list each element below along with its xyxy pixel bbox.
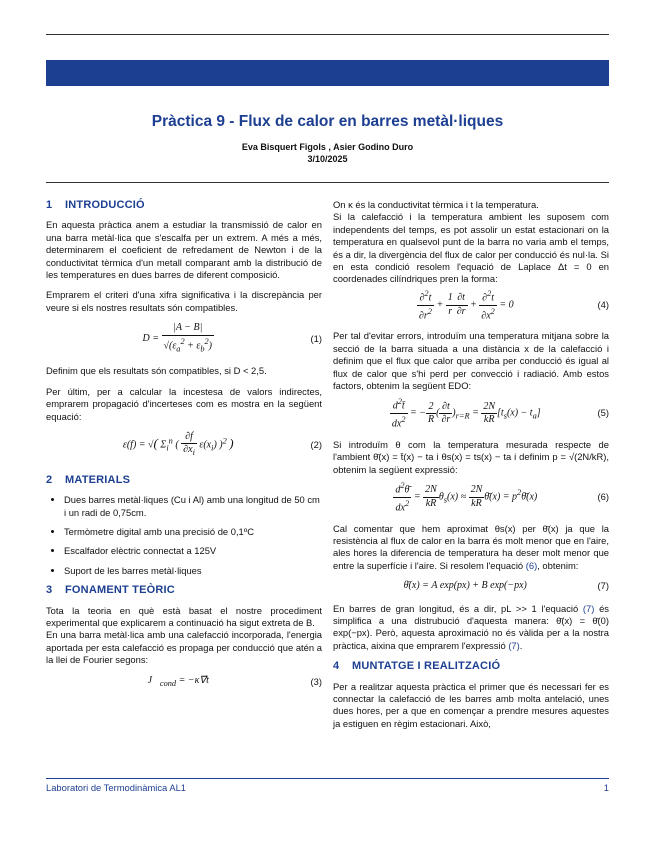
right-column bbox=[333, 199, 609, 738]
list-item: • Escalfador elèctric connectat a 125V bbox=[64, 545, 322, 557]
equation-7-link[interactable]: (7) bbox=[508, 639, 520, 651]
materials-list bbox=[46, 494, 322, 577]
equation-6-link[interactable]: (6) bbox=[525, 559, 538, 571]
theory-paragraph: Si introduïm θ com la temperatura mesurada respecte de l'ambient θ̄(x) = t̄(x) − ta i θs(x) = ts(x) − ta i definim p = √(2N/kR), obtenim la següent expressió: bbox=[333, 438, 609, 475]
date: 3/10/2025 bbox=[307, 154, 348, 164]
theory-paragraph: On κ és la conductivitat tèrmica i t la temperatura. bbox=[333, 199, 539, 210]
section-heading-setup: 4 MUNTATGE I REALITZACIÓ bbox=[333, 660, 501, 673]
list-item: • Termòmetre digital amb una precisió de 0,1ºC bbox=[64, 526, 322, 538]
list-item: • Dues barres metàl·liques (Cu i Al) amb una longitud de 50 cm i un radi de 0,75cm. bbox=[64, 494, 322, 519]
theory-paragraph: En barres de gran longitud, és a dir, pL >> 1 l'equació (7) és simplifica a una distrubució d'aquesta manera: θ̄(x) = θ̄(0) exp(−px). Però, aquesta aproximació no és vàlida per a la nostra pràctica, aixina que emprarem l'expressió (7). bbox=[333, 602, 609, 651]
intro-paragraph: Per últim, per a calcular la incestesa de valors indirectes, emprarem propagació d'incerteses com es mostra en la següent equació: bbox=[46, 385, 322, 422]
list-item: • Suport de les barres metàl·liques bbox=[64, 565, 322, 577]
intro-paragraph: Definim que els resultats són compatibles, si D < 2,5. bbox=[46, 365, 267, 377]
footer-rule bbox=[46, 778, 609, 779]
paper-title: Pràctica 9 - Flux de calor en barres metàl·liques bbox=[151, 113, 504, 130]
equation-7-link[interactable]: (7) bbox=[582, 602, 595, 614]
page-number: 1 bbox=[603, 782, 609, 793]
header-rule bbox=[46, 182, 609, 183]
theory-paragraph: En una barra metàl·lica amb una calefacció incorporada, l'energia aportada per esta calefacció es propaga per conducció que atén a la llei de Fourier segons: bbox=[46, 629, 322, 666]
footer bbox=[46, 782, 609, 793]
equation-4: $\frac{\partial^2t}{\partial r^2}$ + $\frac{1}{r}$ $\frac{\partial t}{\partial r}$ + $\frac{\partial^2t}{\partial x^2}$ = 0 (4) bbox=[418, 288, 609, 321]
section-heading-materials: 2 MATERIALS bbox=[46, 473, 131, 486]
equation-6: $\frac{d^2\thetā}{dx^2}$ = $\frac{2N}{kR}$ $\theta_s(x)$ ≈ $\frac{2N}{kR}$ θ̄(x) = $p^2\thetā(x)$ (6) bbox=[395, 481, 609, 514]
top-rule bbox=[46, 34, 609, 35]
header-banner bbox=[46, 60, 609, 86]
section-heading-intro: 1 INTRODUCCIÓ bbox=[46, 199, 145, 211]
section-heading-theory: 3 FONAMENT TEÒRIC bbox=[46, 584, 175, 597]
equation-3: $J⃗_{cond}$ = −κ∇⃗t (3) bbox=[147, 674, 322, 688]
equation-7: θ̄(x) = A exp(px) + B exp(−px) (7) bbox=[403, 580, 609, 592]
footer-label: Laboratori de Termodinàmica AL1 bbox=[46, 782, 187, 793]
intro-paragraph: En aquesta pràctica anem a estudiar la transmissió de calor en una barra metàl·lica que s'escalfa per un extrem. A més a més, determinarem el coeficient de refredament de Newton i de la conductivitat tèrmica d'un metall comparant amb la distribució de les temperatures en dues barres de diferent composició. bbox=[46, 219, 322, 281]
theory-paragraph: Si la calefacció i la temperatura ambient les suposem com independents del temps, es pot assolir un estat estacionari on la temperatura en qualsevol punt de la barra no varia amb el temps, és a dir, la divergència del flux de calor per conducció és nul·la. Si en esta condició resolem l'equació de Laplace Δt = 0 en coordenades cilíndriques pren la forma: bbox=[333, 211, 609, 285]
equation-1: D = $\frac{|A - B|}{√(\varepsilon_a^2 + \varepsilon_b^2)}$ (1) bbox=[142, 322, 322, 353]
theory-paragraph: Tota la teoria en què està basat el nostre procediment experimental que explicarem a continuació ha sigut extreta de B. bbox=[46, 604, 322, 629]
equation-2: ε(f) = √( $\Sigma_i^n$ ( $\frac{\partial f}{\partial x_i}$ $\varepsilon(x_i)$ )$^2$ ) (2) bbox=[122, 431, 322, 458]
theory-paragraph: Cal comentar que hem aproximat θs(x) per θ̄(x) ja que la resistència al flux de calor en la barra és molt menor que en l'aire, ales hores la diferencia de temperatura ha deser molt menor que entre la superfície i l'aire. Si resolem l'equació (6), obtenim: bbox=[333, 522, 609, 571]
authors: Eva Bisquert Figols , Asier Godino Duro bbox=[241, 142, 414, 152]
theory-paragraph: Per tal d'evitar errors, introduïm una temperatura mitjana sobre la secció de la barra situada a una distància x de la calefacció i definim que el flux que calor que arriba per conducció és igual al flux de calor que s'hi perd per convecció i radiació. Amb estos factors, obtenim la següent EDO: bbox=[333, 330, 609, 391]
equation-5: $\frac{d^2t̄}{dx^2}$ = − $\frac{2}{R}$ ( $\frac{\partial t}{\partial r}$ )$_{r=R}$ = $\frac{2N}{kR}$ $[t_s(x) - t_a]$ (5) bbox=[391, 397, 609, 430]
setup-paragraph: Per a realitzar aquesta pràctica el primer que és necessari fer es connectar la calefacció de les barres amb molta antelació, unes dues hores, per a que en començar a prendre mesures aquestes ja estiguen en règim estacionari. Això, bbox=[333, 680, 609, 729]
intro-paragraph: Emprarem el criteri d'una xifra significativa i la discrepància per veure si els nostres resultats són compatibles. bbox=[46, 289, 322, 313]
left-column bbox=[46, 199, 322, 698]
